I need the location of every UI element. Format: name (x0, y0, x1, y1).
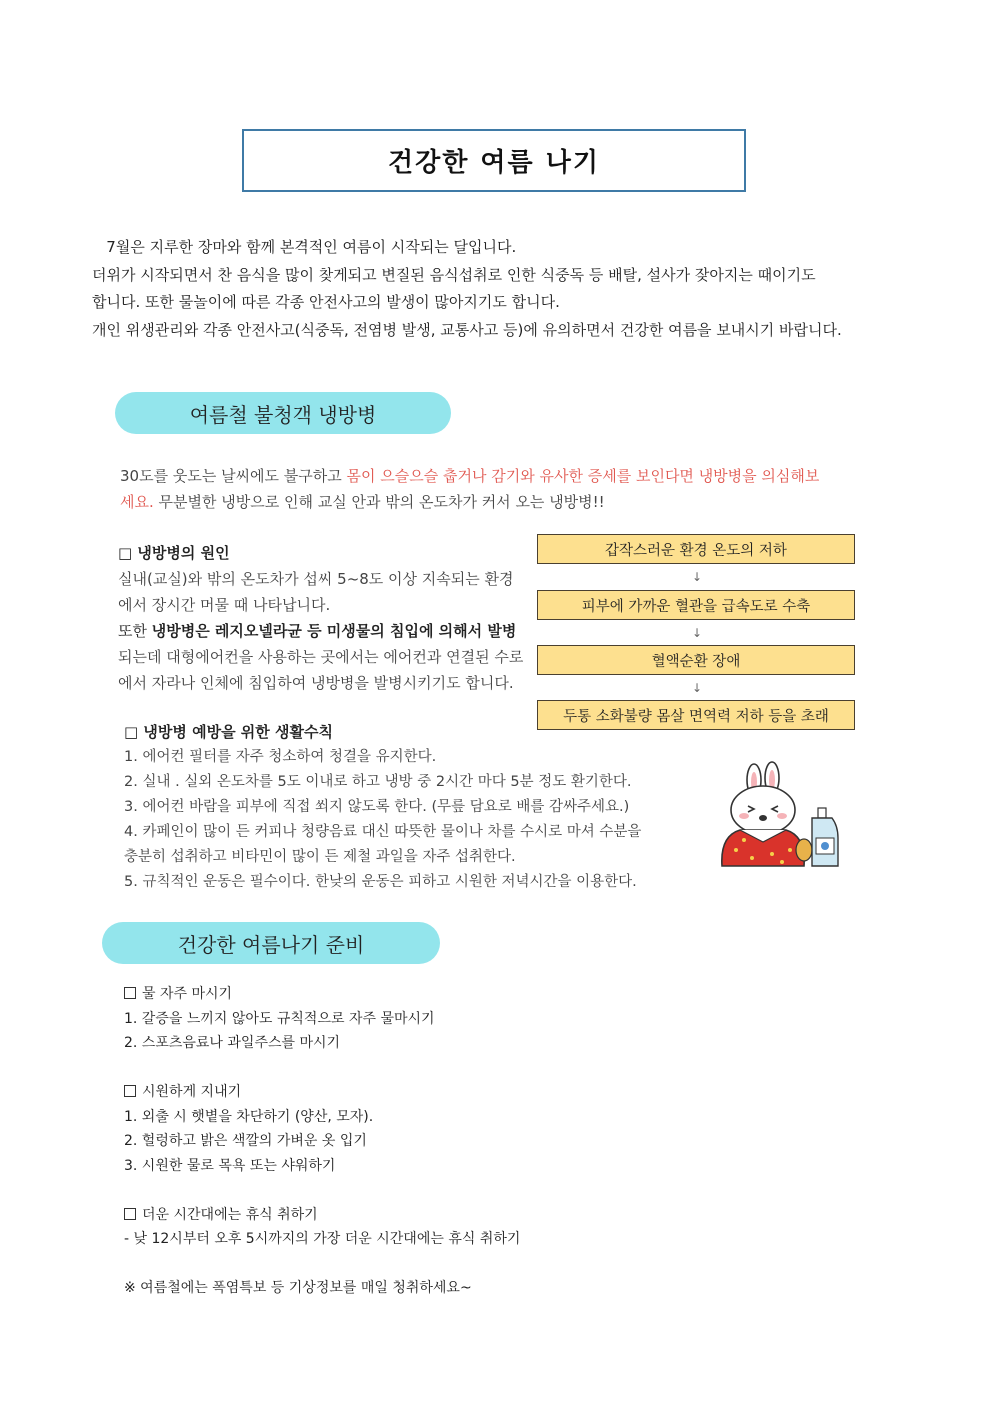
cause-line: 에서 장시간 머물 때 나타납니다. (118, 596, 331, 614)
cause-emphasis: 냉방병은 레지오넬라균 등 미생물의 침입에 의해서 발병 (151, 622, 517, 640)
flow-step (537, 590, 855, 620)
cause-line: 실내(교실)와 밖의 온도차가 섭씨 5~8도 이상 지속되는 환경 (118, 570, 514, 588)
page-title: 건강한 여름 나기 (388, 148, 600, 178)
section-heading-label: 여름철 불청객 냉방병 (189, 402, 377, 427)
lead-text: 무분별한 냉방으로 인해 교실 안과 밖의 온도차가 커서 오는 냉방병!! (153, 493, 605, 511)
cause-line: 에서 자라나 인체에 침입하여 냉방병을 발병시키기도 합니다. (118, 674, 514, 692)
rule-item: 5. 규칙적인 운동은 필수이다. 한낮의 운동은 피하고 시원한 저녁시간을 이용한다. (124, 874, 637, 890)
group-title-label: 더운 시간대에는 휴식 취하기 (142, 1206, 318, 1223)
rule-item: 1. 에어컨 필터를 자주 청소하여 청결을 유지한다. (124, 749, 437, 765)
bunny-illustration (712, 758, 844, 874)
list-item: 1. 갈증을 느끼지 않아도 규칙적으로 자주 물마시기 (124, 1010, 435, 1027)
cause-heading: □ 냉방병의 원인 (118, 544, 230, 562)
group-title (124, 982, 744, 1007)
page-title-box (242, 129, 746, 192)
cause-line: 되는데 대형에어컨을 사용하는 곳에서는 에어컨과 연결된 수로 (118, 648, 524, 666)
list-item: 1. 외출 시 햇볕을 차단하기 (양산, 모자). (124, 1108, 374, 1125)
footer-note: ※ 여름철에는 폭염특보 등 기상정보를 매일 청취하세요~ (124, 1280, 472, 1296)
section-heading-summer-prep (102, 922, 440, 964)
flow-step (537, 645, 855, 675)
rule-item: 2. 실내 . 실외 온도차를 5도 이내로 하고 냉방 중 2시간 마다 5분 정도 환기한다. (124, 774, 632, 790)
checkbox-icon (124, 1208, 136, 1220)
section1-lead (120, 463, 880, 515)
intro-line: 합니다. 또한 물놀이에 따른 각종 안전사고의 발생이 많아지기도 합니다. (92, 293, 560, 311)
intro-paragraph (92, 234, 912, 344)
down-arrow-icon: ↓ (691, 626, 703, 640)
list-item: - 낮 12시부터 오후 5시까지의 가장 더운 시간대에는 휴식 취하기 (124, 1231, 521, 1247)
checkbox-icon (124, 1085, 136, 1097)
group-title (124, 1080, 744, 1105)
down-arrow-icon: ↓ (691, 570, 703, 584)
down-arrow-icon: ↓ (691, 681, 703, 695)
lead-emphasis: 몸이 으슬으슬 춥거나 감기와 유사한 증세를 보인다면 냉방병을 의심해보 (346, 467, 820, 485)
flow-step (537, 534, 855, 564)
section-heading-cold-illness (115, 392, 451, 434)
group-title-label: 시원하게 지내기 (142, 1084, 242, 1100)
list-item: 3. 시원한 물로 목욕 또는 샤워하기 (124, 1157, 336, 1174)
list-item: 2. 헐렁하고 밝은 색깔의 가벼운 옷 입기 (124, 1133, 367, 1149)
prevention-rules (124, 719, 704, 895)
cause-text: 또한 (118, 622, 152, 640)
flow-step-label: 피부에 가까운 혈관을 급속도로 수축 (581, 598, 811, 615)
flow-step-label: 두통 소화불량 몸살 면역력 저하 등을 초래 (563, 708, 829, 725)
flow-step-label: 갑작스러운 환경 온도의 저하 (605, 542, 787, 559)
rule-item: 4. 카페인이 많이 든 커피나 청량음료 대신 따뜻한 물이나 차를 수시로 마셔 수분을 (124, 824, 642, 840)
rule-item: 3. 에어컨 바람을 피부에 직접 쐬지 않도록 한다. (무릎 담요로 배를 감싸주세요.) (124, 799, 630, 815)
section-heading-label: 건강한 여름나기 준비 (177, 932, 365, 957)
lead-emphasis: 세요. (120, 493, 154, 511)
rule-item: 충분히 섭취하고 비타민이 많이 든 제철 과일을 자주 섭취한다. (124, 849, 516, 865)
group-title-label: 물 자주 마시기 (142, 986, 233, 1002)
rules-heading: □ 냉방병 예방을 위한 생활수칙 (124, 723, 333, 741)
list-item: 2. 스포츠음료나 과일주스를 마시기 (124, 1035, 341, 1051)
group-title (124, 1203, 744, 1228)
checkbox-icon (124, 987, 136, 999)
intro-line: 더위가 시작되면서 찬 음식을 많이 찾게되고 변질된 음식섭취로 인한 식중독 등 배탈, 설사가 잦아지는 때이기도 (92, 265, 816, 284)
summer-prep-list (124, 982, 744, 1301)
flow-step-label: 혈액순환 장애 (651, 653, 741, 670)
intro-line: 개인 위생관리와 각종 안전사고(식중독, 전염병 발생, 교통사고 등)에 유의하면서 건강한 여름을 보내시기 바랍니다. (92, 320, 842, 339)
intro-line: 7월은 지루한 장마와 함께 본격적인 여름이 시작되는 달입니다. (92, 238, 517, 256)
lead-text: 30도를 웃도는 날씨에도 불구하고 (120, 467, 347, 485)
cause-block (118, 540, 538, 696)
